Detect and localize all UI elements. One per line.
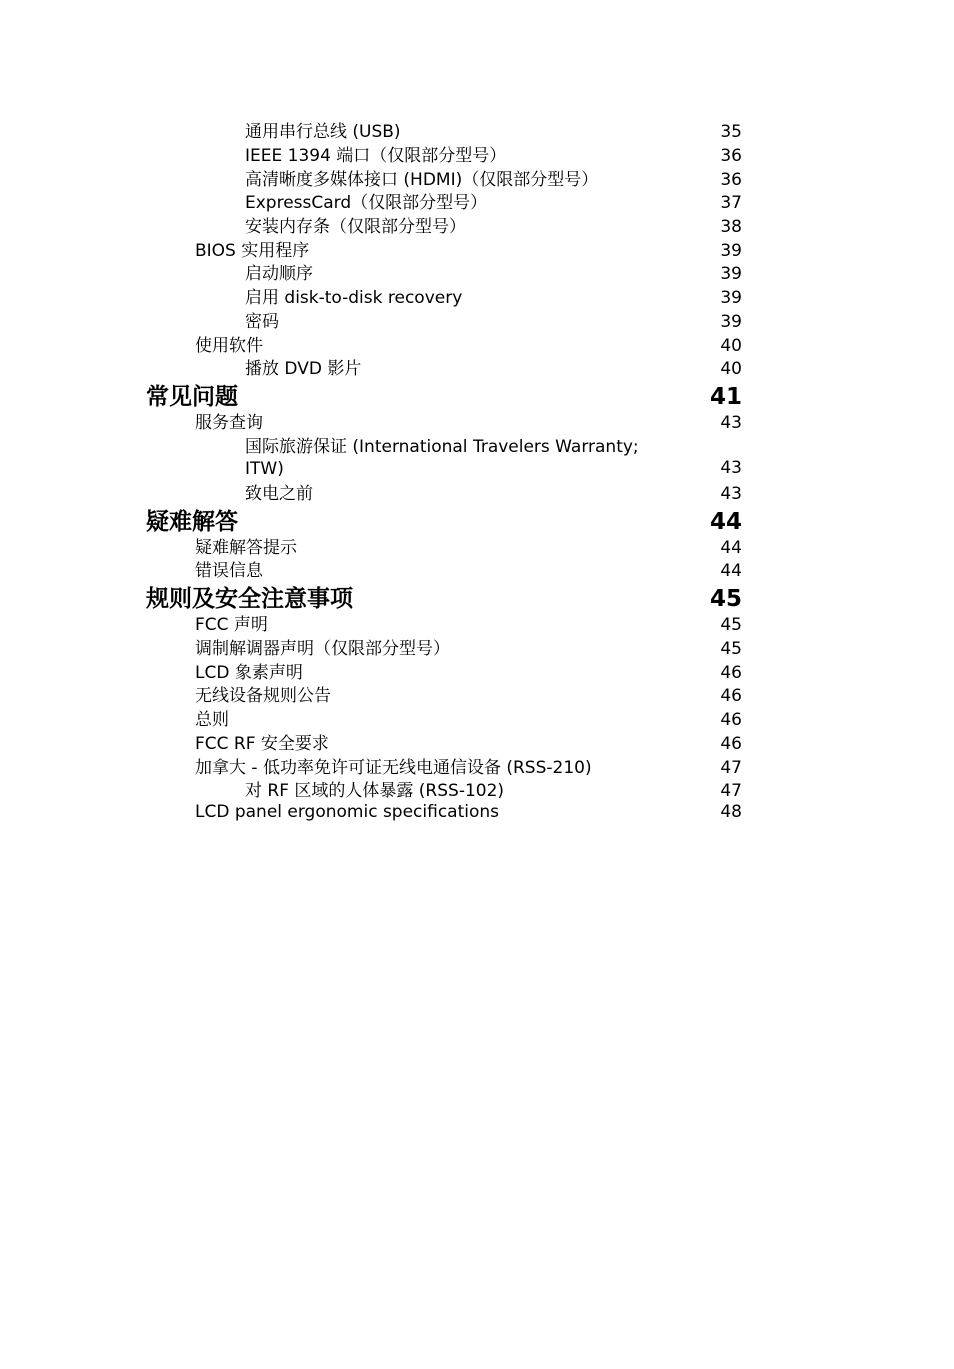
- toc-entry-title: 使用软件: [195, 336, 263, 356]
- toc-entry-title: LCD panel ergonomic specifications: [195, 802, 500, 822]
- toc-entry-title: 高清晰度多媒体接口 (HDMI)（仅限部分型号）: [245, 170, 599, 190]
- toc-entry-page: 48: [720, 802, 742, 822]
- toc-entry-title: 密码: [245, 312, 279, 332]
- toc-entry-page: 39: [720, 241, 742, 261]
- toc-entry-title: ExpressCard（仅限部分型号）: [245, 193, 488, 213]
- toc-entry-page: 45: [720, 615, 742, 635]
- toc-entry-page: 39: [720, 312, 742, 332]
- toc-entry-title: BIOS 实用程序: [195, 241, 310, 261]
- toc-entry-page: 46: [720, 734, 742, 754]
- toc-entry-page: 35: [720, 122, 742, 142]
- toc-entry-title: IEEE 1394 端口（仅限部分型号）: [245, 146, 507, 166]
- toc-entry-title: 无线设备规则公告: [195, 686, 331, 706]
- toc-chapter-title: 疑难解答: [146, 509, 238, 535]
- toc-entry-page: 44: [720, 538, 742, 558]
- toc-entry-title: 疑难解答提示: [195, 538, 297, 558]
- toc-chapter-title: 常见问题: [146, 384, 238, 410]
- toc-entry-page: 36: [720, 170, 742, 190]
- toc-entry-title: 启用 disk-to-disk recovery: [245, 288, 463, 308]
- toc-entry-title: FCC 声明: [195, 615, 268, 635]
- toc-entry-page: 43: [720, 413, 742, 433]
- toc-entry-title: LCD 象素声明: [195, 663, 303, 683]
- toc-entry-page: 40: [720, 359, 742, 379]
- toc-entry-page: 37: [720, 193, 742, 213]
- toc-entry-title: 错误信息: [195, 561, 263, 581]
- toc-entry-title: 通用串行总线 (USB): [245, 122, 401, 142]
- toc-entry-page: 45: [720, 639, 742, 659]
- toc-entry-title: 对 RF 区域的人体暴露 (RSS-102): [245, 781, 505, 801]
- toc-chapter-page: 45: [709, 586, 742, 612]
- toc-entry-title: 调制解调器声明（仅限部分型号）: [195, 639, 450, 659]
- toc-entry-title: 总则: [195, 710, 229, 730]
- toc-chapter-title: 规则及安全注意事项: [146, 586, 353, 612]
- toc-entry-page: 46: [720, 663, 742, 683]
- toc-entry-title: 服务查询: [195, 413, 263, 433]
- toc-entry-title: 加拿大 - 低功率免许可证无线电通信设备 (RSS-210): [195, 758, 592, 778]
- toc-entry-page: 47: [720, 758, 742, 778]
- toc-entry-page: 46: [720, 710, 742, 730]
- toc-entry-page: 43: [720, 484, 742, 504]
- toc-entry-page: 39: [720, 288, 742, 308]
- toc-entry-title: 致电之前: [245, 484, 313, 504]
- toc-entry-page: 47: [720, 781, 742, 801]
- toc-entry-page: 44: [720, 561, 742, 581]
- toc-entry-title: 安装内存条（仅限部分型号）: [245, 217, 466, 237]
- toc-entry-title: 播放 DVD 影片: [245, 359, 362, 379]
- toc-entry-title: 国际旅游保证 (International Travelers Warranty; ITW): [245, 437, 639, 479]
- toc-entry-page: 38: [720, 217, 742, 237]
- toc-entry-page: 46: [720, 686, 742, 706]
- toc-chapter-page: 41: [709, 384, 742, 410]
- toc-chapter-page: 44: [709, 509, 742, 535]
- toc-entry-page: 43: [720, 458, 742, 478]
- toc-entry-page: 39: [720, 264, 742, 284]
- toc-entry-title: FCC RF 安全要求: [195, 734, 329, 754]
- toc-entry-page: 36: [720, 146, 742, 166]
- toc-entry-page: 40: [720, 336, 742, 356]
- toc-entry-title: 启动顺序: [245, 264, 313, 284]
